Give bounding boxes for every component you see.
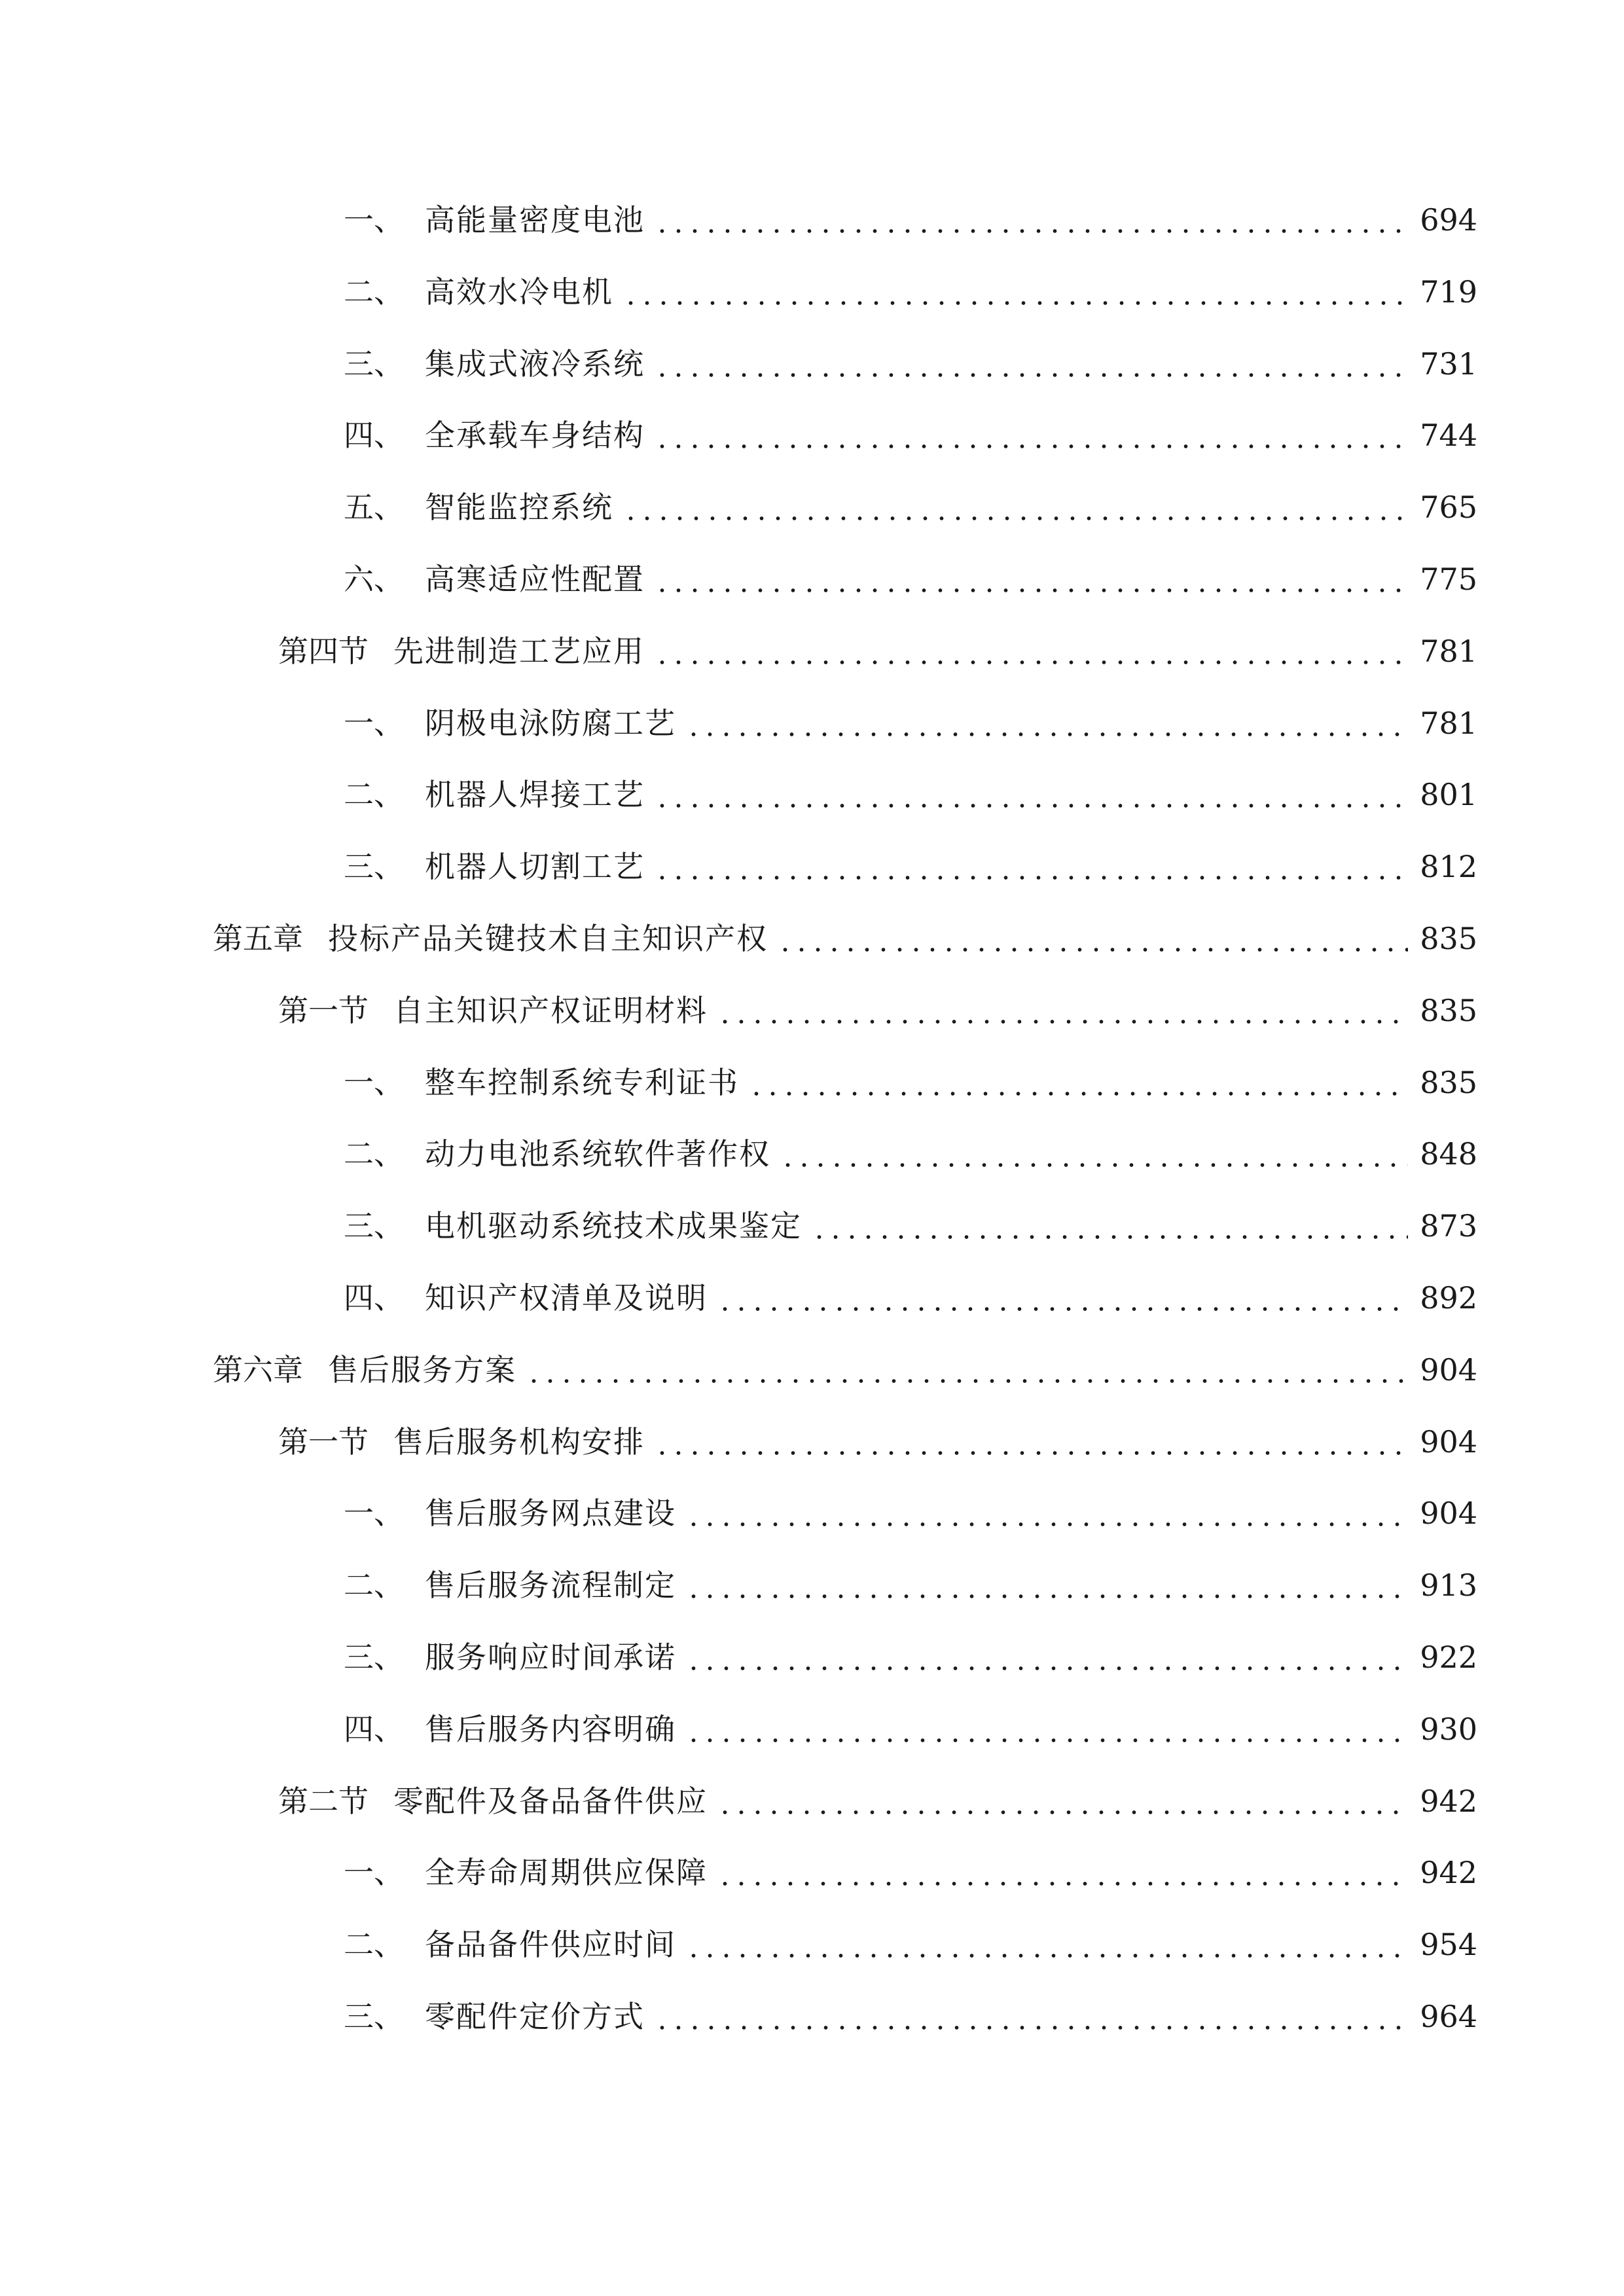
toc-entry-number: 一、 bbox=[344, 1496, 404, 1532]
toc-entry-number: 二、 bbox=[344, 1568, 404, 1604]
toc-entry-number: 二、 bbox=[344, 274, 404, 310]
toc-entry-number: 二、 bbox=[344, 1927, 404, 1963]
toc-entry-item[interactable] bbox=[0, 697, 1624, 749]
toc-entry-title: 机器人焊接工艺 bbox=[425, 777, 645, 813]
toc-entry-title: 阴极电泳防腐工艺 bbox=[425, 705, 676, 741]
toc-page-number: 731 bbox=[1420, 346, 1477, 382]
toc-dot-leader bbox=[717, 984, 1408, 1037]
toc-page-number: 942 bbox=[1420, 1783, 1477, 1819]
toc-page-number: 964 bbox=[1420, 1999, 1477, 2034]
toc-entry-number: 第二节 bbox=[278, 1783, 369, 1819]
toc-entry-title: 售后服务机构安排 bbox=[393, 1424, 645, 1460]
toc-entry-number: 一、 bbox=[344, 202, 404, 238]
toc-entry-number: 第一节 bbox=[278, 992, 369, 1028]
toc-entry-item[interactable] bbox=[0, 768, 1624, 821]
toc-entry-chapter[interactable] bbox=[0, 912, 1624, 965]
toc-page-number: 848 bbox=[1420, 1136, 1477, 1172]
toc-page-number: 765 bbox=[1420, 490, 1477, 526]
toc-entry-title: 售后服务方案 bbox=[328, 1352, 516, 1388]
toc-dot-leader bbox=[654, 553, 1408, 605]
toc-entry-item[interactable] bbox=[0, 1487, 1624, 1539]
toc-entry-section[interactable] bbox=[0, 1416, 1624, 1468]
toc-entry-title: 投标产品关键技术自主知识产权 bbox=[328, 921, 768, 956]
toc-entry-title: 售后服务内容明确 bbox=[425, 1711, 676, 1747]
toc-entry-number: 四、 bbox=[344, 1280, 404, 1316]
toc-entry-title: 机器人切割工艺 bbox=[425, 849, 645, 885]
toc-dot-leader bbox=[654, 409, 1408, 461]
toc-entry-title: 高效水冷电机 bbox=[425, 274, 613, 310]
toc-page-number: 930 bbox=[1420, 1711, 1477, 1747]
toc-entry-item[interactable] bbox=[0, 266, 1624, 318]
toc-entry-number: 三、 bbox=[344, 1999, 404, 2034]
toc-entry-title: 零配件定价方式 bbox=[425, 1999, 645, 2034]
toc-page-number: 922 bbox=[1420, 1640, 1477, 1675]
toc-entry-item[interactable] bbox=[0, 1056, 1624, 1109]
toc-page-number: 781 bbox=[1420, 705, 1477, 741]
toc-entry-number: 三、 bbox=[344, 1208, 404, 1244]
toc-entry-number: 六、 bbox=[344, 562, 404, 597]
toc-entry-item[interactable] bbox=[0, 1703, 1624, 1755]
toc-dot-leader bbox=[685, 1703, 1408, 1755]
toc-entry-item[interactable] bbox=[0, 1128, 1624, 1180]
toc-entry-section[interactable] bbox=[0, 1775, 1624, 1827]
toc-dot-leader bbox=[685, 1559, 1408, 1611]
toc-page-number: 812 bbox=[1420, 849, 1477, 885]
toc-entry-number: 第五章 bbox=[213, 921, 303, 956]
toc-dot-leader bbox=[526, 1344, 1408, 1396]
toc-entry-number: 四、 bbox=[344, 418, 404, 454]
toc-entry-number: 第四节 bbox=[278, 633, 369, 669]
toc-entry-number: 三、 bbox=[344, 346, 404, 382]
toc-entry-item[interactable] bbox=[0, 1631, 1624, 1683]
toc-dot-leader bbox=[654, 1990, 1408, 2043]
toc-entry-title: 高寒适应性配置 bbox=[425, 562, 645, 597]
toc-page-number: 775 bbox=[1420, 562, 1477, 597]
toc-entry-item[interactable] bbox=[0, 1272, 1624, 1324]
toc-page-number: 719 bbox=[1420, 274, 1477, 310]
toc-entry-item[interactable] bbox=[0, 840, 1624, 893]
toc-entry-title: 备品备件供应时间 bbox=[425, 1927, 676, 1963]
toc-dot-leader bbox=[654, 338, 1408, 390]
toc-entry-title: 全寿命周期供应保障 bbox=[425, 1855, 708, 1891]
toc-entry-number: 二、 bbox=[344, 777, 404, 813]
toc-entry-title: 售后服务网点建设 bbox=[425, 1496, 676, 1532]
toc-dot-leader bbox=[780, 1128, 1408, 1180]
toc-dot-leader bbox=[685, 1487, 1408, 1539]
toc-dot-leader bbox=[717, 1775, 1408, 1827]
toc-page-number: 801 bbox=[1420, 777, 1477, 813]
toc-entry-item[interactable] bbox=[0, 553, 1624, 605]
toc-entry-title: 服务响应时间承诺 bbox=[425, 1640, 676, 1675]
toc-entry-title: 整车控制系统专利证书 bbox=[425, 1064, 739, 1100]
toc-entry-number: 五、 bbox=[344, 490, 404, 526]
toc-page-number: 835 bbox=[1420, 1064, 1477, 1100]
toc-entry-chapter[interactable] bbox=[0, 1344, 1624, 1396]
toc-entry-number: 一、 bbox=[344, 1855, 404, 1891]
toc-entry-item[interactable] bbox=[0, 338, 1624, 390]
toc-entry-number: 三、 bbox=[344, 849, 404, 885]
toc-entry-title: 零配件及备品备件供应 bbox=[393, 1783, 708, 1819]
toc-entry-title: 电机驱动系统技术成果鉴定 bbox=[425, 1208, 802, 1244]
toc-page-number: 904 bbox=[1420, 1424, 1477, 1460]
toc-entry-number: 二、 bbox=[344, 1136, 404, 1172]
toc-entry-section[interactable] bbox=[0, 984, 1624, 1037]
toc-entry-number: 四、 bbox=[344, 1711, 404, 1747]
toc-entry-number: 第六章 bbox=[213, 1352, 303, 1388]
toc-page-number: 873 bbox=[1420, 1208, 1477, 1244]
toc-dot-leader bbox=[623, 481, 1408, 533]
toc-entry-number: 三、 bbox=[344, 1640, 404, 1675]
toc-entry-title: 知识产权清单及说明 bbox=[425, 1280, 708, 1316]
toc-entry-section[interactable] bbox=[0, 625, 1624, 677]
toc-page-number: 892 bbox=[1420, 1280, 1477, 1316]
toc-dot-leader bbox=[654, 840, 1408, 893]
toc-dot-leader bbox=[685, 1631, 1408, 1683]
toc-dot-leader bbox=[685, 697, 1408, 749]
toc-entry-title: 集成式液冷系统 bbox=[425, 346, 645, 382]
toc-page-number: 781 bbox=[1420, 633, 1477, 669]
toc-page-number: 904 bbox=[1420, 1496, 1477, 1532]
toc-dot-leader bbox=[717, 1272, 1408, 1324]
toc-page-number: 744 bbox=[1420, 418, 1477, 454]
toc-entry-title: 高能量密度电池 bbox=[425, 202, 645, 238]
toc-dot-leader bbox=[685, 1918, 1408, 1971]
toc-dot-leader bbox=[654, 1416, 1408, 1468]
toc-dot-leader bbox=[654, 625, 1408, 677]
toc-page-number: 904 bbox=[1420, 1352, 1477, 1388]
toc-entry-number: 一、 bbox=[344, 1064, 404, 1100]
toc-page-number: 954 bbox=[1420, 1927, 1477, 1963]
toc-entry-item[interactable] bbox=[0, 1918, 1624, 1971]
toc-dot-leader bbox=[654, 768, 1408, 821]
toc-entry-item[interactable] bbox=[0, 194, 1624, 246]
toc-entry-number: 第一节 bbox=[278, 1424, 369, 1460]
toc-page-number: 942 bbox=[1420, 1855, 1477, 1891]
toc-page-number: 835 bbox=[1420, 921, 1477, 956]
toc-entry-item[interactable] bbox=[0, 1200, 1624, 1252]
toc-dot-leader bbox=[654, 194, 1408, 246]
toc-entry-title: 先进制造工艺应用 bbox=[393, 633, 645, 669]
toc-dot-leader bbox=[811, 1200, 1408, 1252]
toc-entry-title: 智能监控系统 bbox=[425, 490, 613, 526]
toc-dot-leader bbox=[777, 912, 1408, 965]
toc-entry-number: 一、 bbox=[344, 705, 404, 741]
toc-dot-leader bbox=[717, 1846, 1408, 1899]
toc-entry-item[interactable] bbox=[0, 1990, 1624, 2043]
toc-entry-title: 售后服务流程制定 bbox=[425, 1568, 676, 1604]
toc-entry-item[interactable] bbox=[0, 409, 1624, 461]
toc-dot-leader bbox=[748, 1056, 1408, 1109]
toc-entry-title: 动力电池系统软件著作权 bbox=[425, 1136, 770, 1172]
toc-entry-item[interactable] bbox=[0, 1559, 1624, 1611]
toc-entry-item[interactable] bbox=[0, 481, 1624, 533]
toc-entry-title: 全承载车身结构 bbox=[425, 418, 645, 454]
toc-entry-title: 自主知识产权证明材料 bbox=[393, 992, 708, 1028]
toc-page-number: 835 bbox=[1420, 992, 1477, 1028]
toc-page-number: 694 bbox=[1420, 202, 1477, 238]
toc-dot-leader bbox=[623, 266, 1408, 318]
toc-page-number: 913 bbox=[1420, 1568, 1477, 1604]
toc-entry-item[interactable] bbox=[0, 1846, 1624, 1899]
